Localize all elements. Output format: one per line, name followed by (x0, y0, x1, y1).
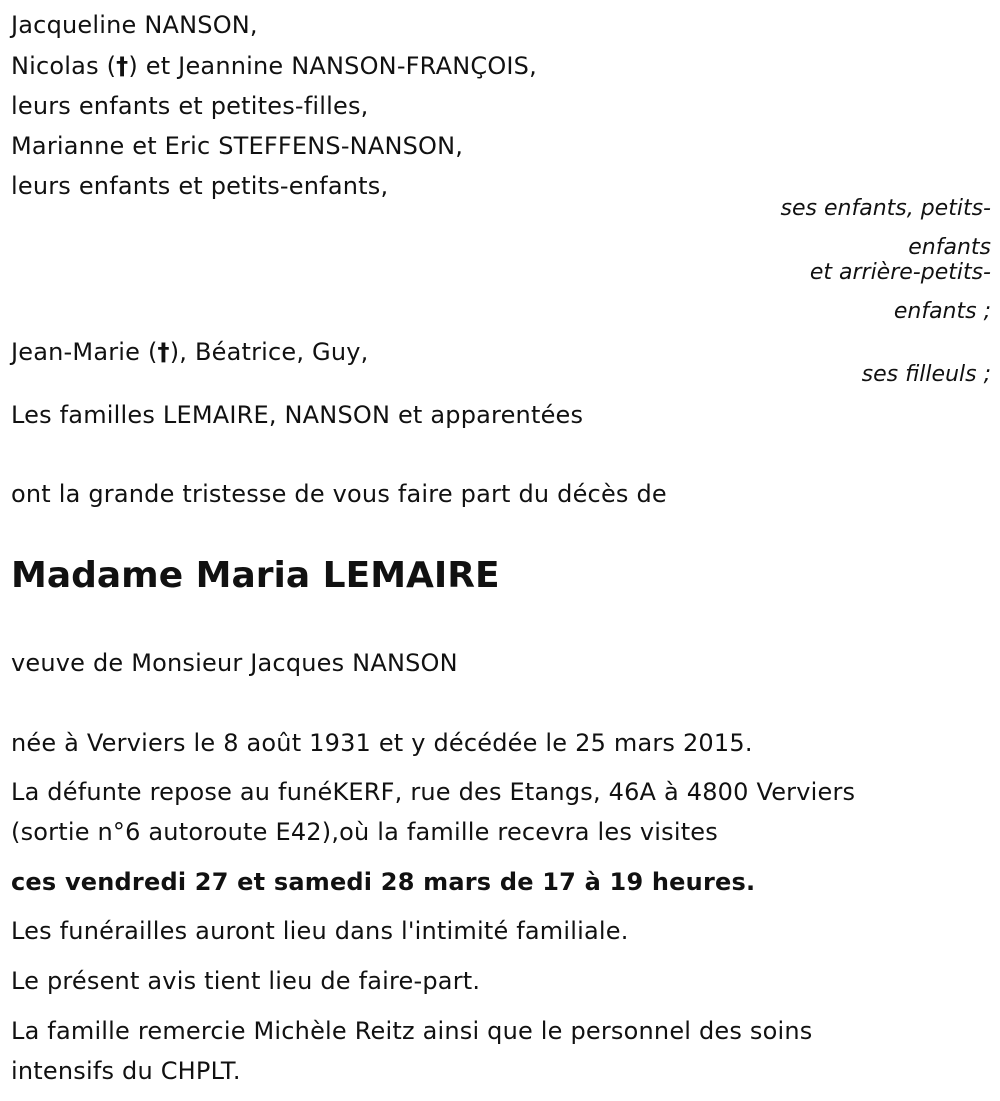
godchildren-line (11, 332, 369, 372)
godchildren-line-end: ), Béatrice, Guy, (169, 338, 369, 366)
cross-icon: † (116, 52, 129, 80)
family-line-jacqueline: Jacqueline NANSON, (11, 11, 258, 39)
family-line-grandchildren-2: leurs enfants et petits-enfants, (11, 172, 389, 200)
repose-line-2: (sortie n°6 autoroute E42),où la famille recevra les visites (11, 818, 718, 846)
family-line-marianne: Marianne et Eric STEFFENS-NANSON, (11, 132, 464, 160)
role-children-part2: enfants (908, 235, 991, 260)
role-children-part1: ses enfants, petits- (780, 196, 991, 221)
role-godchildren: ses filleuls ; (861, 362, 991, 387)
families-line: Les familles LEMAIRE, NANSON et apparentées (11, 401, 584, 429)
visits-text: ces vendredi 27 et samedi 28 mars de 17 à 19 heures. (11, 868, 756, 896)
thanks-line-1: La famille remercie Michèle Reitz ainsi que le personnel des soins (11, 1017, 813, 1045)
family-line-nicolas (11, 46, 537, 86)
repose-line-1: La défunte repose au funéKERF, rue des Etangs, 46A à 4800 Verviers (11, 778, 856, 806)
family-line-nicolas-start: Nicolas ( (11, 52, 117, 80)
family-line-nicolas-end: ) et Jeannine NANSON-FRANÇOIS, (128, 52, 537, 80)
widow-of-text: veuve de Monsieur Jacques NANSON (11, 649, 458, 677)
cross-icon: † (157, 338, 170, 366)
thanks-line-2: intensifs du CHPLT. (11, 1057, 241, 1085)
deceased-name: Madame Maria LEMAIRE (11, 555, 500, 596)
role-great-grandchildren-part2: enfants ; (893, 299, 991, 324)
role-great-grandchildren-part1: et arrière-petits- (809, 260, 991, 285)
notice-text: Le présent avis tient lieu de faire-part. (11, 967, 481, 995)
birth-death-text: née à Verviers le 8 août 1931 et y décédée le 25 mars 2015. (11, 729, 753, 757)
family-line-grandchildren-1: leurs enfants et petites-filles, (11, 92, 369, 120)
announcement-text: ont la grande tristesse de vous faire part du décès de (11, 480, 667, 508)
funeral-text: Les funérailles auront lieu dans l'intimité familiale. (11, 917, 629, 945)
godchildren-line-start: Jean-Marie ( (11, 338, 158, 366)
